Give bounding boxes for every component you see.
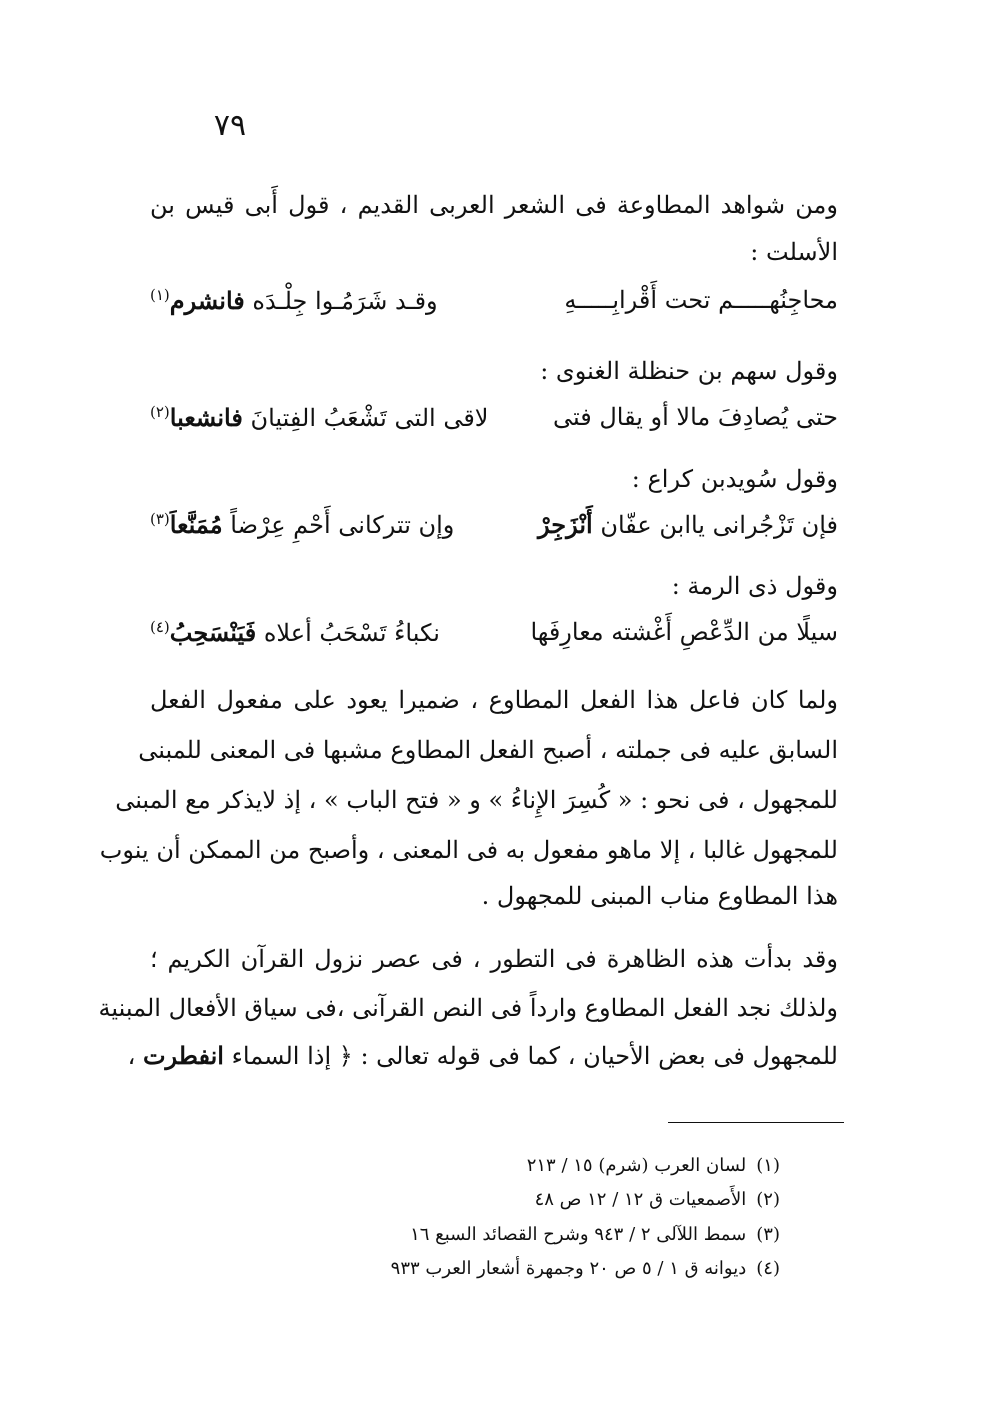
verse-2-second-text: لاقى التى تَشْعَبُ الفِتيانَ [250, 403, 489, 432]
footnote-1 [300, 1150, 780, 1182]
page-number: ٧٩ [213, 108, 247, 143]
footnote-separator [668, 1122, 844, 1123]
verse-3-second-text: وإن تتركانى أَحْمِ عِرْضاً [230, 510, 455, 539]
verse-4-first-hemistich: سيلًا من الدِّعْصِ أَغْشته معارِفَها [530, 618, 838, 646]
footnote-marker-1: (١) [150, 285, 170, 304]
verse-3 [150, 502, 838, 546]
verse-4-intro: وقول ذى الرمة : [671, 572, 838, 600]
paragraph-2-line-2: ولذلك نجد الفعل المطاوع وارداً فى النص القرآنى ،فى سياق الأفعال المبنية [98, 994, 838, 1022]
footnote-1-number: (١) [756, 1155, 780, 1176]
paragraph-1-line-4: للمجهول غالبا ، إلا ماهو مفعول به فى المعنى ، وأصبح من الممكن أن ينوب [99, 836, 838, 864]
intro-line-1: ومن شواهد المطاوعة فى الشعر العربى القديم ، قول أَبى قيس بن [150, 191, 838, 219]
verse-2-intro: وقول سهم بن حنظلة الغنوى : [540, 357, 838, 385]
verse-2-first-hemistich: حتى يُصادِفَ مالا أو يقال فتى [553, 403, 838, 431]
footnote-2-number: (٢) [756, 1189, 780, 1210]
footnote-3-number: (٣) [756, 1224, 780, 1245]
verse-4-second-hemistich [150, 618, 440, 647]
verse-1 [150, 278, 838, 322]
footnote-1-text: لسان العرب (شرم) ١٥ / ٢١٣ [526, 1155, 747, 1176]
footnote-marker-4: (٤) [150, 617, 170, 636]
paragraph-1-line-2: السابق عليه فى جملته ، أصبح الفعل المطاوع مشبها فى المعنى للمبنى [138, 736, 838, 764]
verse-3-first-hemistich [538, 510, 838, 539]
verse-3-key-word: مُمَنَّعاَ [169, 509, 223, 539]
verse-1-key-word: فانشرم [169, 285, 245, 315]
verse-4-second-text: نكباءُ تَسْحَبُ أعلاه [263, 618, 440, 647]
paragraph-1-line-3: للمجهول ، فى نحو : « كُسِرَ الإِناءُ » و « فتح الباب » ، إذ لايذكر مع المبنى [115, 786, 838, 814]
footnote-3-text: سمط اللآلى ٢ / ٩٤٣ وشرح القصائد السبع ١٦ [410, 1224, 747, 1245]
verse-2-key-word: فانشعبا [169, 402, 243, 432]
verse-2 [150, 395, 838, 439]
paragraph-2-line-3-end: ، [127, 1042, 136, 1070]
intro-line-2: الأسلت : [750, 238, 838, 266]
paragraph-2-line-1: وقد بدأت هذه الظاهرة فى التطور ، فى عصر نزول القرآن الكريم ؛ [150, 945, 838, 973]
paragraph-2-line-3-text: للمجهول فى بعض الأحيان ، كما فى قوله تعالى : ﴿ إذا السماء [231, 1042, 838, 1070]
verse-3-first-key-word: أَنْزَجِرْ [538, 509, 593, 539]
footnote-2 [300, 1184, 780, 1216]
verse-1-first-hemistich: محاجِنُهـــــم تحت أَقْرابِـــــهِ [564, 286, 838, 314]
footnote-3 [300, 1219, 780, 1251]
paragraph-2-line-3 [127, 1034, 838, 1078]
paragraph-1-line-1: ولما كان فاعل هذا الفعل المطاوع ، ضميرا يعود على مفعول الفعل [150, 686, 838, 714]
footnote-marker-2: (٢) [150, 402, 170, 421]
verse-3-second-hemistich [150, 510, 454, 539]
paragraph-1-line-5: هذا المطاوع مناب المبنى للمجهول . [481, 882, 838, 910]
footnote-2-text: الأَصمعيات ق ١٢ / ١٢ ص ٤٨ [534, 1189, 747, 1210]
footnote-4-number: (٤) [756, 1258, 780, 1279]
footnote-4 [300, 1253, 780, 1285]
verse-4-key-word: فَيَنْسَحِبُ [169, 617, 257, 647]
verse-3-first-text: فإن تَزْجُرانى ياابن عفّان [600, 510, 838, 539]
quran-key-word: انفطرت [142, 1041, 224, 1070]
footnote-4-text: ديوانه ق ١ / ٥ ص ٢٠ وجمهرة أشعار العرب ٩٣٣ [390, 1258, 747, 1279]
footnote-marker-3: (٣) [150, 509, 170, 528]
verse-2-second-hemistich [150, 403, 489, 432]
verse-3-intro: وقول سُويدبن كراع : [631, 465, 838, 493]
verse-1-second-hemistich [150, 286, 438, 315]
verse-1-second-text: وقـد شَرَمُـوا جِلْـدَه [252, 286, 438, 315]
verse-4 [150, 610, 838, 654]
